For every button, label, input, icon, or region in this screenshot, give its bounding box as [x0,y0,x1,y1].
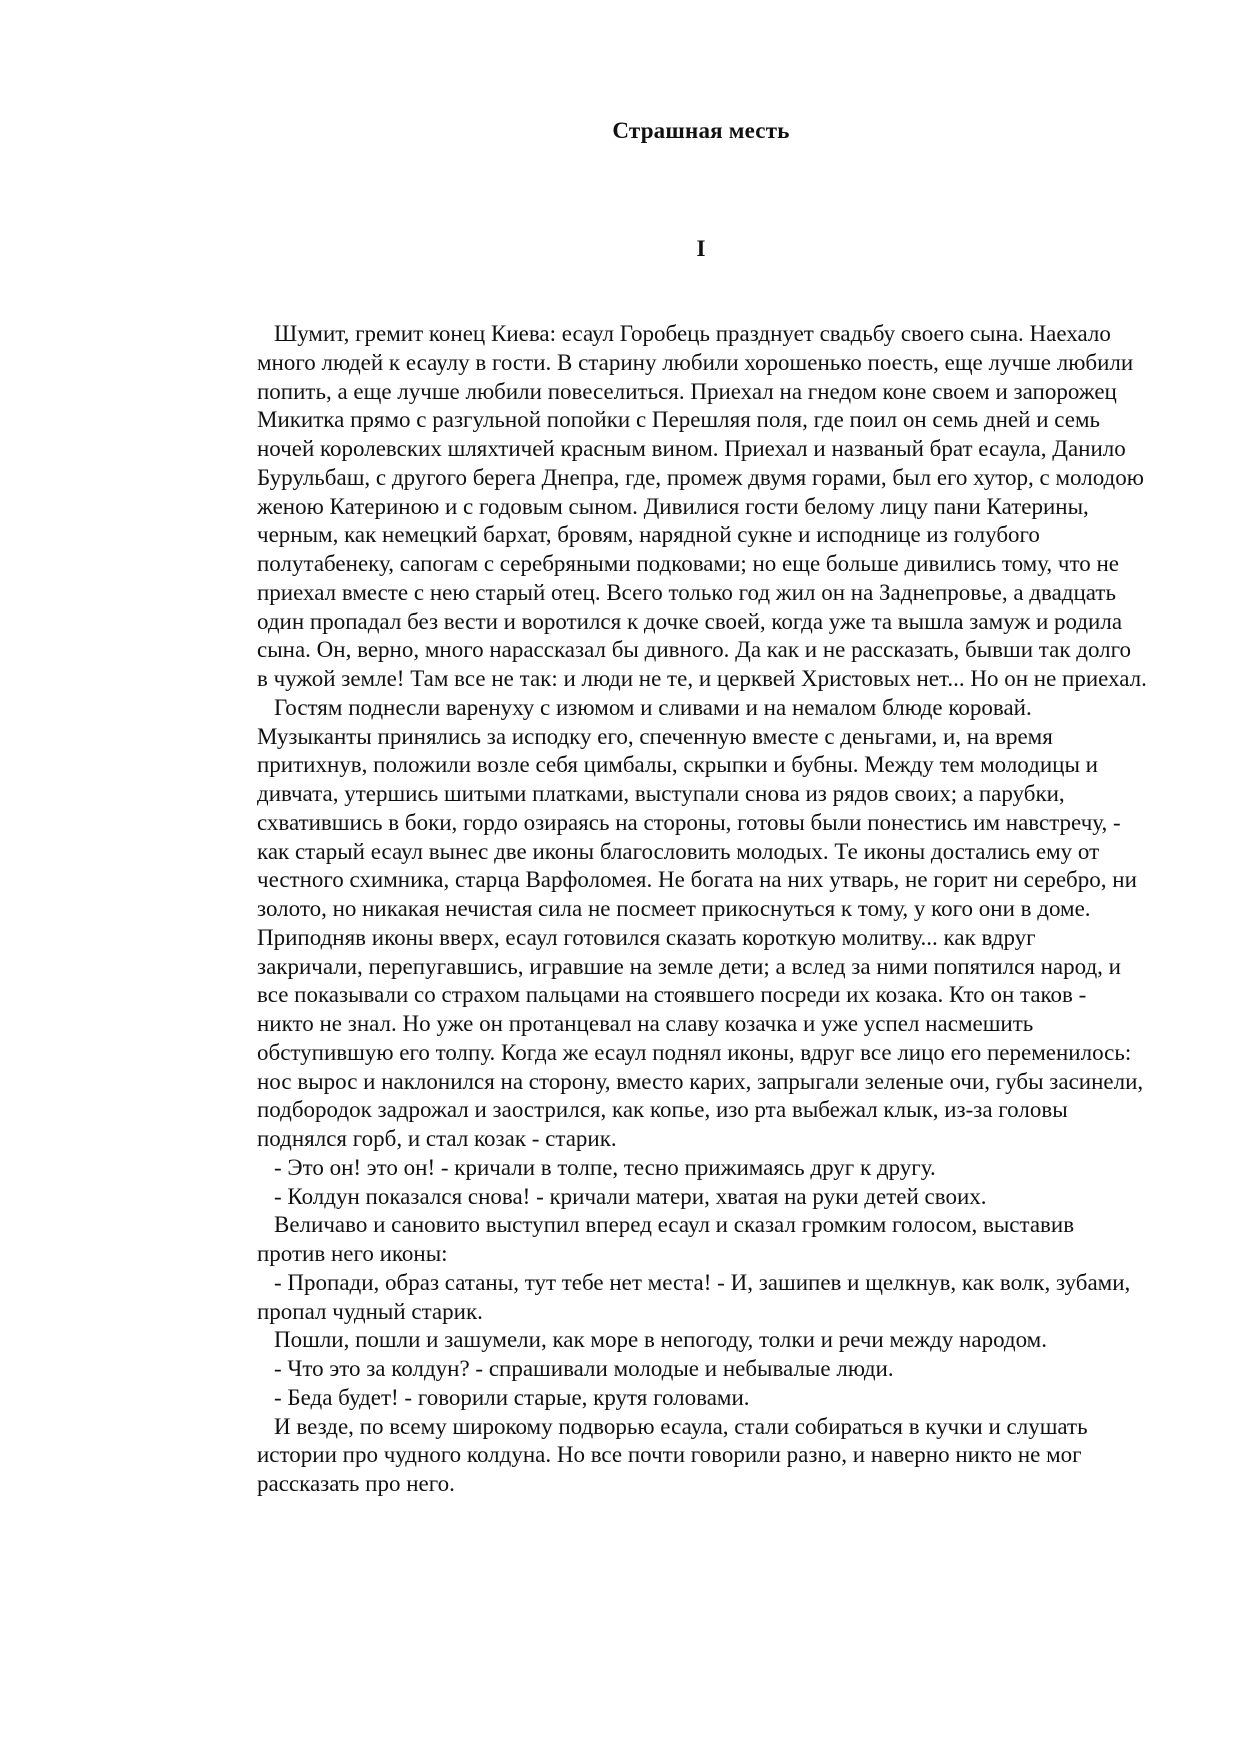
story-body [257,320,1147,1499]
paragraph: Гостям поднесли варенуху с изюмом и сливами и на немалом блюде коровай. Музыканты принялись за исподку его, спеченную вместе с деньгами, и, на время притихнув, положили возле себя цимбалы, скрыпки и бубны. Между тем молодицы и дивчата, утершись шитыми платками, выступали снова из рядов своих; а парубки, схватившись в боки, гордо озираясь на стороны, готовы были понестись им навстречу, - как старый есаул вынес две иконы благословить молодых. Те иконы достались ему от честного схимника, старца Варфоломея. Не богата на них утварь, не горит ни серебро, ни золото, но никакая нечистая сила не посмеет прикоснуться к тому, у кого они в доме. Приподняв иконы вверх, есаул готовился сказать короткую молитву... как вдруг закричали, перепугавшись, игравшие на земле дети; а вслед за ними попятился народ, и все показывали со страхом пальцами на стоявшего посреди их козака. Кто он таков - никто не знал. Но уже он протанцевал на славу козачка и уже успел насмешить обступившую его толпу. Когда же есаул поднял иконы, вдруг все лицо его переменилось: нос вырос и наклонился на сторону, вместо карих, запрыгали зеленые очи, губы засинели, подбородок задрожал и заострился, как копье, изо рта выбежал клык, из-за головы поднялся горб, и стал козак - старик. [257,694,1144,1151]
paragraph: Пошли, пошли и зашумели, как море в непогоду, толки и речи между народом. [274,1327,1047,1353]
paragraph: - Что это за колдун? - спрашивали молодые и небывалые люди. [274,1356,894,1381]
paragraph: Шумит, гремит конец Киева: есаул Горобець празднует свадьбу своего сына. Наехало много людей к есаулу в гости. В старину любили хорошенько поесть, еще лучше любили попить, а еще лучше любили повеселиться. Приехал на гнедом коне своем и запорожец Микитка прямо с разгульной попойки с Перешляя поля, где поил он семь дней и семь ночей королевских шляхтичей красным вином. Приехал и названый брат есаула, Данило Бурульбаш, с другого берега Днепра, где, промеж двумя горами, был его хутор, с молодою женою Катериною и с годовым сыном. Дивилися гости белому лицу пани Катерины, черным, как немецкий бархат, бровям, нарядной сукне и исподнице из голубого полутабенеку, сапогам с серебряными подковами; но еще больше дивились тому, что не приехал вместе с нею старый отец. Всего только год жил он на Заднепровье, а двадцать один пропадал без вести и воротился к дочке своей, когда уже та вышла замуж и родила сына. Он, верно, много нарассказал бы дивного. Да как и не рассказать, бывши так долго в чужой земле! Там все не так: и люди не те, и церквей Христовых нет... Но он не приехал. [257,321,1147,691]
paragraph: - Пропади, образ сатаны, тут тебе нет места! - И, зашипев и щелкнув, как волк, зубами, пропал чудный старик. [257,1269,1131,1324]
chapter-number: I [696,236,706,261]
paragraph: - Колдун показался снова! - кричали матери, хватая на руки детей своих. [274,1183,987,1209]
paragraph: И везде, по всему широкому подворью есаула, стали собираться в кучки и слушать истории про чудного колдуна. Но все почти говорили разно, и наверно никто не мог рассказать про него. [257,1413,1088,1496]
paragraph: - Это он! это он! - кричали в толпе, тесно прижимаясь друг к другу. [274,1154,936,1180]
document-title: Страшная месть [612,118,790,143]
paragraph: Величаво и сановито выступил вперед есаул и сказал громким голосом, выставив против него иконы: [257,1212,1075,1266]
paragraph: - Беда будет! - говорили старые, крутя головами. [274,1384,750,1410]
